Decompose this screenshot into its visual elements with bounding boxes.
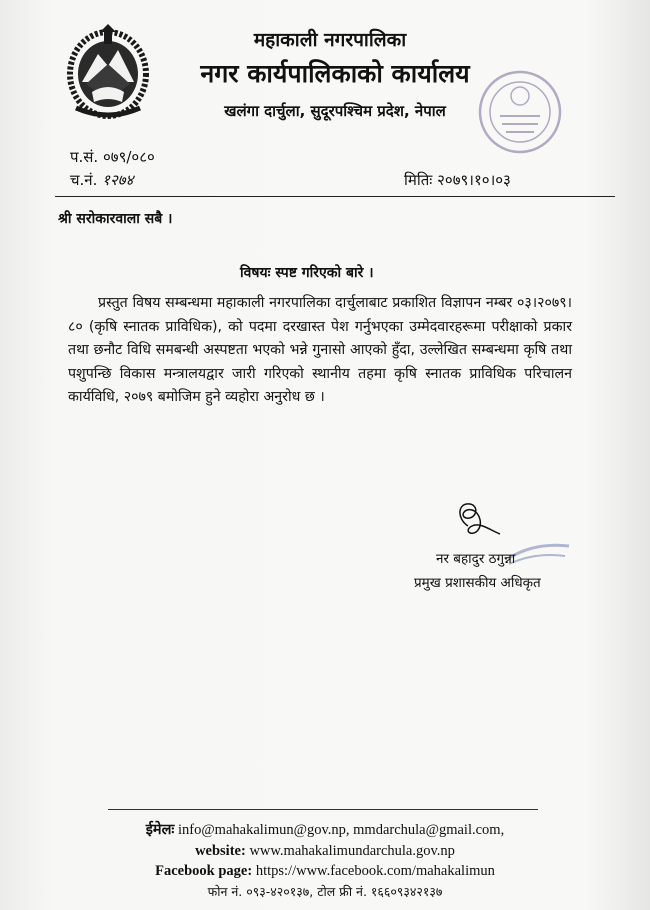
letter-reference-number: प.सं. ०७९/०८० — [70, 148, 155, 166]
footer-divider — [108, 809, 538, 810]
office-seal-stamp — [474, 66, 566, 158]
facebook-link[interactable]: https://www.facebook.com/mahakalimun — [255, 863, 495, 879]
header-divider — [55, 196, 615, 197]
signatory-title: प्रमुख प्रशासकीय अधिकृत — [414, 575, 541, 591]
municipality-name: महाकाली नगरपालिका — [253, 29, 407, 51]
footer-contact — [100, 820, 550, 902]
footer-phone: फोन नं. ०९३-४२०१३७, टोल फ्री नं. १६६०९३४२१३७ — [207, 883, 443, 899]
dispatch-number — [70, 170, 133, 190]
office-address: खलंगा दार्चुला, सुदूरपश्चिम प्रदेश, नेपाल — [224, 102, 446, 120]
facebook-label: Facebook page: — [155, 863, 253, 879]
footer-email-line — [100, 820, 550, 841]
footer-website-line — [100, 841, 550, 862]
dispatch-number-handwritten: १२७४ — [102, 171, 134, 189]
handwritten-signature — [450, 496, 506, 540]
letter-date: मितिः २०७९।१०।०३ — [404, 171, 511, 189]
letter-body: प्रस्तुत विषय सम्बन्धमा महाकाली नगरपालिका दार्चुलाबाट प्रकाशित विज्ञापन नम्बर ०३।२०७९।८० (कृषि स्नातक प्राविधिक), को पदमा दरखास्त पेश गर्नुभएका उम्मेदवारहरूमा परीक्षाको प्रकार तथा छनौट विधि समबन्धी अस्पष्टता भएको भन्ने गुनासो आएको हुँदा, उल्लेखित सम्बन्धमा कृषि तथा पशुपन्छि विकास मन्त्रालयद्वार जारी गरिएको स्थानीय तहमा कृषि स्नातक प्राविधिक परिचालन कार्यविधि, २०७९ बमोजिम हुने व्यहोरा अनुरोध छ । — [68, 295, 572, 405]
email-value[interactable]: info@mahakalimun@gov.np, mmdarchula@gmail.com, — [177, 822, 505, 838]
letter-subject: विषयः स्पष्ट गरिएको बारे । — [240, 265, 374, 281]
signatory-name: नर बहादुर ठगुन्ना — [436, 551, 516, 567]
nepal-emblem-icon — [62, 22, 154, 122]
dispatch-number-prefix: च.नं. — [70, 171, 98, 189]
addressee: श्री सरोकारवाला सबै । — [58, 211, 173, 227]
office-name: नगर कार्यपालिकाको कार्यालय — [200, 59, 470, 88]
footer-facebook-line — [100, 861, 550, 882]
website-label: website: — [195, 842, 246, 859]
email-label: ईमेलः — [145, 822, 175, 838]
website-link[interactable]: www.mahakalimundarchula.gov.np — [249, 842, 455, 859]
